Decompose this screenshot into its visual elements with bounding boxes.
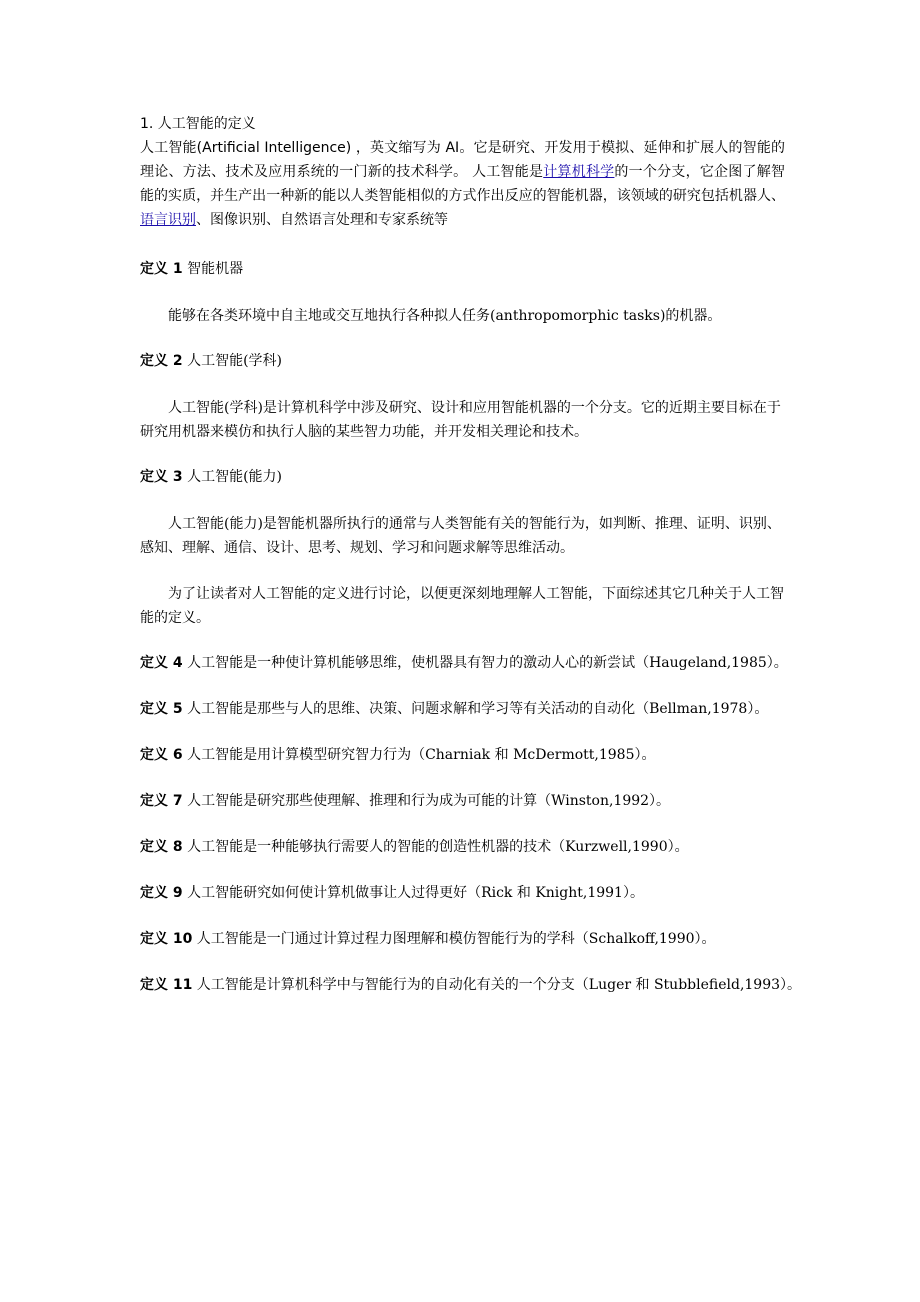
definition-label: 定义 6 — [140, 747, 183, 763]
definition-label: 定义 10 — [140, 931, 193, 947]
intro-text-1: 人工智能(Artificial Intelligence) ，英文缩写为 AI。它是研究、开发用于模拟、延伸和扩展人的智能的理论、方法、技术及应用系统的一门新的技术科学。 人工智能是 — [140, 140, 785, 180]
intro-text-3: 、图像识别、自然语言处理和专家系统等 — [196, 212, 448, 228]
definition-label: 定义 1 — [140, 261, 183, 277]
link-speech-recognition[interactable]: 语言识别 — [140, 212, 196, 228]
definition-label: 定义 7 — [140, 793, 183, 809]
definition-3-body: 人工智能(能力)是智能机器所执行的通常与人类智能有关的智能行为，如判断、推理、证明、识别、感知、理解、通信、设计、思考、规划、学习和问题求解等思维活动。 — [140, 516, 781, 556]
transition-paragraph: 为了让读者对人工智能的定义进行讨论，以便更深刻地理解人工智能，下面综述其它几种关于人工智能的定义。 — [140, 586, 784, 626]
definition-2-body: 人工智能(学科)是计算机科学中涉及研究、设计和应用智能机器的一个分支。它的近期主要目标在于研究用机器来模仿和执行人脑的某些智力功能，并开发相关理论和技术。 — [140, 400, 781, 440]
definition-8 — [140, 836, 785, 858]
intro-paragraph — [140, 136, 785, 232]
definition-heading: 人工智能(学科) — [182, 353, 282, 369]
definition-label: 定义 2 — [140, 353, 183, 369]
intro-text-2: 的一个分支，它企图了解智能的实质，并生产出一种新的能以人类智能相似的方式作出反应的智能机器，该领域的研究包括机器人、 — [140, 164, 785, 204]
definition-text: 人工智能是用计算模型研究智力行为（Charniak 和 McDermott,1985）。 — [182, 747, 656, 763]
definition-text: 人工智能是一门通过计算过程力图理解和模仿智能行为的学科（Schalkoff,1990）。 — [192, 931, 716, 947]
definition-10 — [140, 928, 785, 950]
definition-heading: 人工智能(能力) — [182, 469, 282, 485]
definition-9 — [140, 882, 785, 904]
definition-text: 人工智能是一种能够执行需要人的智能的创造性机器的技术（Kurzwell,1990）。 — [182, 839, 689, 855]
definition-heading: 智能机器 — [182, 261, 244, 277]
definition-6 — [140, 744, 785, 766]
definition-2-title — [140, 350, 785, 372]
definition-label: 定义 9 — [140, 885, 183, 901]
definition-label: 定义 3 — [140, 469, 183, 485]
definition-label: 定义 5 — [140, 701, 183, 717]
definition-1-title — [140, 258, 785, 280]
document-body — [140, 112, 802, 996]
definition-4 — [140, 652, 788, 674]
definition-text: 人工智能是那些与人的思维、决策、问题求解和学习等有关活动的自动化（Bellman,1978）。 — [182, 701, 769, 717]
definition-label: 定义 8 — [140, 839, 183, 855]
definition-text: 人工智能研究如何使计算机做事让人过得更好（Rick 和 Knight,1991）。 — [182, 885, 644, 901]
definition-3-title — [140, 466, 785, 488]
link-computer-science[interactable]: 计算机科学 — [543, 164, 615, 180]
section-heading: 1. 人工智能的定义 — [140, 116, 256, 132]
definition-label: 定义 11 — [140, 977, 193, 993]
definition-1-body: 能够在各类环境中自主地或交互地执行各种拟人任务(anthropomorphic tasks)的机器。 — [168, 308, 722, 324]
definition-text: 人工智能是计算机科学中与智能行为的自动化有关的一个分支（Luger 和 Stubblefield,1993）。 — [192, 977, 802, 993]
definition-text: 人工智能是一种使计算机能够思维，使机器具有智力的激动人心的新尝试（Haugeland,1985）。 — [182, 655, 788, 671]
definition-5 — [140, 698, 785, 720]
definition-label: 定义 4 — [140, 655, 183, 671]
definition-7 — [140, 790, 785, 812]
definition-text: 人工智能是研究那些使理解、推理和行为成为可能的计算（Winston,1992）。 — [182, 793, 671, 809]
definition-11 — [140, 974, 802, 996]
